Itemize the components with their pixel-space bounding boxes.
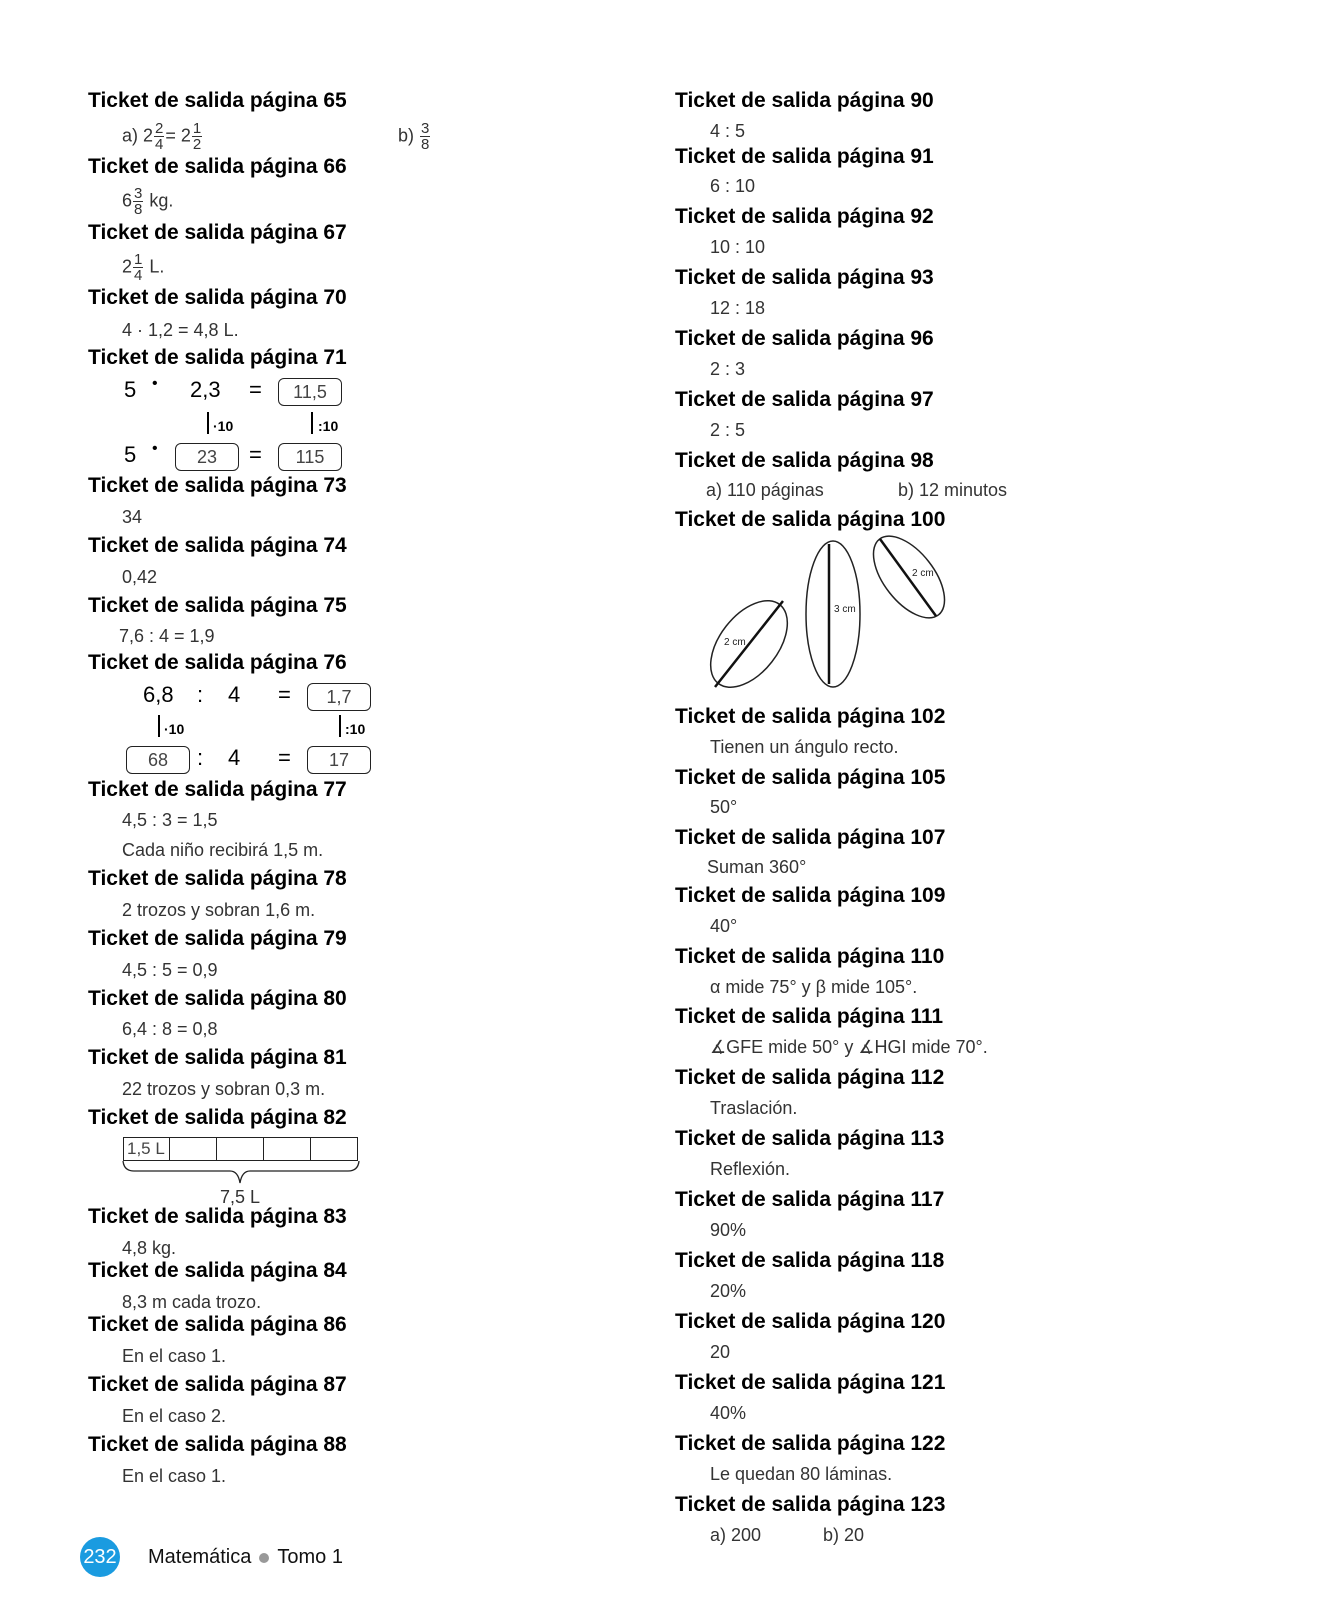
heading-122: Ticket de salida página 122 (675, 1432, 946, 1455)
answer-77-2: Cada niño recibirá 1,5 m. (122, 840, 324, 860)
heading-92: Ticket de salida página 92 (675, 205, 934, 228)
heading-120: Ticket de salida página 120 (675, 1310, 946, 1333)
heading-110: Ticket de salida página 110 (675, 945, 945, 968)
bar-segment (169, 1137, 217, 1161)
answer-102: Tienen un ángulo recto. (710, 737, 899, 757)
heading-84: Ticket de salida página 84 (88, 1259, 347, 1282)
answer-98a: a) 110 páginas (706, 480, 824, 500)
book-title: Matemática (148, 1546, 252, 1568)
ellipse-1 (700, 587, 803, 695)
heading-66: Ticket de salida página 66 (88, 155, 347, 178)
answer-73: 34 (122, 507, 143, 527)
heading-71: Ticket de salida página 71 (88, 346, 347, 369)
answer-107: Suman 360° (707, 857, 807, 877)
answer-74: 0,42 (122, 567, 158, 587)
ellipse-3 (860, 530, 959, 630)
heading-67: Ticket de salida página 67 (88, 221, 347, 244)
answer-box: 23 (175, 443, 239, 471)
answer-90: 4 : 5 (710, 121, 746, 141)
answer-78: 2 trozos y sobran 1,6 m. (122, 900, 316, 920)
svg-text:2 cm: 2 cm (912, 568, 934, 579)
heading-102: Ticket de salida página 102 (675, 705, 946, 728)
heading-87: Ticket de salida página 87 (88, 1373, 347, 1396)
answer-111: ∡GFE mide 50° y ∡HGI mide 70°. (710, 1037, 988, 1057)
answer-81: 22 trozos y sobran 0,3 m. (122, 1079, 326, 1099)
heading-81: Ticket de salida página 81 (88, 1046, 347, 1069)
answer-121: 40% (710, 1403, 747, 1423)
answer-120: 20 (710, 1342, 731, 1362)
heading-91: Ticket de salida página 91 (675, 145, 934, 168)
svg-text:2 cm: 2 cm (724, 637, 746, 648)
answer-109: 40° (710, 916, 738, 936)
heading-65: Ticket de salida página 65 (88, 89, 347, 112)
answer-123a: a) 200 (710, 1525, 762, 1545)
heading-97: Ticket de salida página 97 (675, 388, 934, 411)
answer-117: 90% (710, 1220, 747, 1240)
heading-83: Ticket de salida página 83 (88, 1205, 347, 1228)
volume-label: Tomo 1 (277, 1546, 343, 1568)
heading-82: Ticket de salida página 82 (88, 1106, 347, 1129)
page-number-badge: 232 (80, 1537, 120, 1577)
heading-109: Ticket de salida página 109 (675, 884, 946, 907)
answer-113: Reflexión. (710, 1159, 791, 1179)
answer-66: 6 $\frac{3}{8}$ kg. (122, 185, 174, 218)
answer-118: 20% (710, 1281, 747, 1301)
bar-segment (263, 1137, 311, 1161)
answer-65a: a) 2 $\frac{2}{4}$ = 2 $\frac{1}{2}$ (122, 120, 202, 153)
heading-70: Ticket de salida página 70 (88, 286, 347, 309)
answer-70: 4 · 1,2 = 4,8 L. (122, 320, 239, 340)
heading-96: Ticket de salida página 96 (675, 327, 934, 350)
answer-75: 7,6 : 4 = 1,9 (119, 626, 215, 646)
bar-segment (310, 1137, 358, 1161)
heading-78: Ticket de salida página 78 (88, 867, 347, 890)
answer-67: 2 $\frac{1}{4}$ L. (122, 251, 165, 284)
answer-87: En el caso 2. (122, 1406, 227, 1426)
bar-segment: 1,5 L (123, 1137, 170, 1161)
answer-box: 115 (278, 443, 342, 471)
heading-105: Ticket de salida página 105 (675, 766, 946, 789)
heading-76: Ticket de salida página 76 (88, 651, 347, 674)
heading-112: Ticket de salida página 112 (675, 1066, 945, 1089)
answer-105: 50° (710, 797, 738, 817)
answer-122: Le quedan 80 láminas. (710, 1464, 893, 1484)
answer-86: En el caso 1. (122, 1346, 227, 1366)
bullet-icon (259, 1553, 269, 1563)
heading-100: Ticket de salida página 100 (675, 508, 946, 531)
heading-123: Ticket de salida página 123 (675, 1493, 946, 1516)
answer-88: En el caso 1. (122, 1466, 227, 1486)
heading-93: Ticket de salida página 93 (675, 266, 934, 289)
bar-segment (216, 1137, 264, 1161)
answer-box: 11,5 (278, 378, 342, 406)
heading-79: Ticket de salida página 79 (88, 927, 347, 950)
heading-107: Ticket de salida página 107 (675, 826, 946, 849)
answer-98b: b) 12 minutos (898, 480, 1008, 500)
answer-112: Traslación. (710, 1098, 798, 1118)
heading-73: Ticket de salida página 73 (88, 474, 347, 497)
answer-91: 6 : 10 (710, 176, 756, 196)
total-label: 7,5 L (220, 1187, 261, 1207)
answer-123b: b) 20 (823, 1525, 865, 1545)
heading-121: Ticket de salida página 121 (675, 1371, 946, 1394)
heading-113: Ticket de salida página 113 (675, 1127, 945, 1150)
heading-80: Ticket de salida página 80 (88, 987, 347, 1010)
heading-98: Ticket de salida página 98 (675, 449, 934, 472)
heading-74: Ticket de salida página 74 (88, 534, 347, 557)
footer-label (148, 1546, 343, 1569)
answer-93: 12 : 18 (710, 298, 766, 318)
answer-box: 17 (307, 746, 371, 774)
heading-111: Ticket de salida página 111 (675, 1005, 944, 1028)
answer-79: 4,5 : 5 = 0,9 (122, 960, 218, 980)
heading-75: Ticket de salida página 75 (88, 594, 347, 617)
answer-92: 10 : 10 (710, 237, 766, 257)
heading-118: Ticket de salida página 118 (675, 1249, 945, 1272)
ellipse-2 (806, 541, 860, 687)
heading-77: Ticket de salida página 77 (88, 778, 347, 801)
heading-117: Ticket de salida página 117 (675, 1188, 945, 1211)
answer-80: 6,4 : 8 = 0,8 (122, 1019, 218, 1039)
svg-text:3 cm: 3 cm (834, 604, 856, 615)
answer-110: α mide 75° y β mide 105°. (710, 977, 918, 997)
heading-86: Ticket de salida página 86 (88, 1313, 347, 1336)
answer-84: 8,3 m cada trozo. (122, 1292, 262, 1312)
answer-65b: b) $\frac{3}{8}$ (398, 120, 430, 153)
answer-96: 2 : 3 (710, 359, 746, 379)
answer-box: 1,7 (307, 683, 371, 711)
heading-88: Ticket de salida página 88 (88, 1433, 347, 1456)
brace (122, 1161, 360, 1187)
ellipses-diagram (700, 530, 960, 695)
heading-90: Ticket de salida página 90 (675, 89, 934, 112)
answer-83: 4,8 kg. (122, 1238, 177, 1258)
answer-97: 2 : 5 (710, 420, 746, 440)
answer-77-1: 4,5 : 3 = 1,5 (122, 810, 218, 830)
answer-box: 68 (126, 746, 190, 774)
